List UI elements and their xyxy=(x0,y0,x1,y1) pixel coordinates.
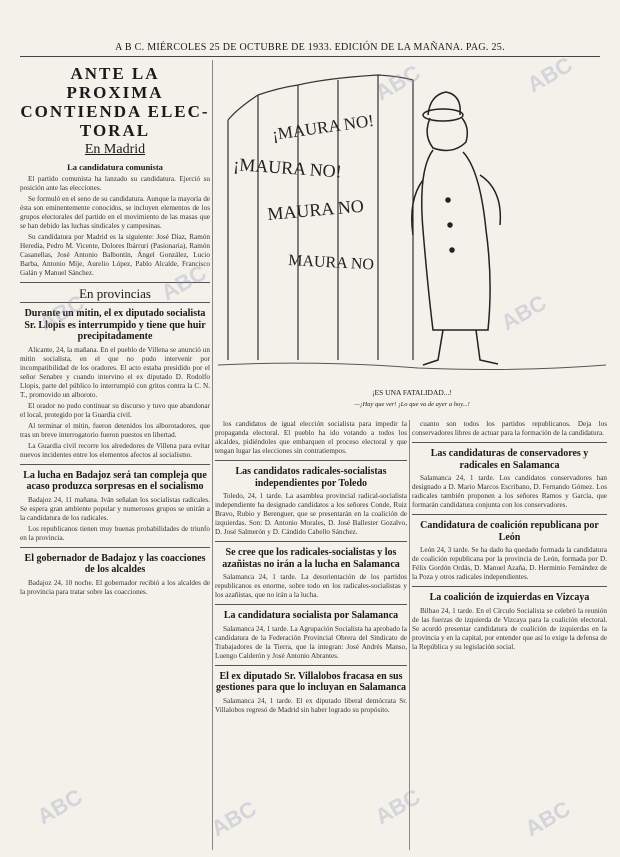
paragraph: La Guardia civil recorre los alrededores de Villena para evitar nuevos incidentes entre los elementos afectos al socialismo. xyxy=(20,441,210,459)
article-title: El ex diputado Sr. Villalobos fracasa en sus gestiones para que lo incluyan en Salamanca xyxy=(215,670,407,693)
main-headline-line: CONTIENDA ELEC- xyxy=(20,102,210,121)
article-body xyxy=(215,573,407,600)
article-title: La lucha en Badajoz será tan compleja que acaso produzca sorpresas en el socialismo xyxy=(23,469,207,492)
paragraph: El partido comunista ha lanzado su candidatura. Ejerció su posición ante las elecciones. xyxy=(20,175,210,192)
paragraph: Bilbao 24, 1 tarde. En el Círculo Socialista se celebró la reunión de las fuerzas de izquierda de Vizcaya para la coalición electoral. Se acordó presentar candidatura de coalición de izquierdas en la provincia y en la capital, por entender que así lo exige la defensa de la República y su legislación social. xyxy=(412,606,607,651)
watermark-stamp: ABC xyxy=(496,289,551,336)
article-title: La candidatura comunista xyxy=(67,162,163,172)
paragraph: Los republicanos tienen muy buenas probabilidades de triunfo en la provincia. xyxy=(20,524,210,542)
paragraph: Badajoz 24, 10 noche. El gobernador recibió a los alcaldes de la provincia para tratar sobre las coacciones. xyxy=(20,578,210,596)
column-rule xyxy=(212,60,213,850)
paragraph: Se formuló en el seno de su candidatura. Aunque la mayoría de ésta son eminentemente conocidos, se incluyen elementos de los grupos electorales del partido en el movimiento de las masas que se han debido las luchas sindicales y campesinas. xyxy=(20,195,210,230)
article-title: Las candidatos radicales-socialistas independientes por Toledo xyxy=(235,466,387,489)
paragraph: Salamanca 24, 1 tarde. La Agrupación Socialista ha aprobado la candidatura de la Federación Provincial Obrera del Sindicato de Trabajadores de la Tierra, que la integran: José Andrés Manso, Luengo Calderón y José Antonio Abrantes. xyxy=(215,624,407,660)
article-title: Candidatura de coalición republicana por León xyxy=(420,520,599,543)
paragraph: Su candidatura por Madrid es la siguiente: José Díaz, Ramón Heredia, Pedro M. Vicente, Dolores Ibárruri (Pasionaria), Ramón Casanellas, José Antonio Balbontín, Ángel González, Lucio Barba, Antonio Mije, Aurelio López, Pablo Alcalde, Francisco Galán y Manuel Sánchez. xyxy=(20,233,210,277)
watermark-stamp: ABC xyxy=(34,289,89,336)
paragraph: Badajoz 24, 11 mañana. Iván señalan los socialistas radicales. Se espera gran ambiente popular y numerosos grupos se unirán a la candidatura de los radicales. xyxy=(20,495,210,522)
paragraph: El orador no pudo continuar su discurso y tuvo que abandonar el local, protegido por la Guardia civil. xyxy=(20,401,210,419)
divider xyxy=(20,464,210,465)
article-body xyxy=(20,579,210,597)
paragraph: los candidatos de igual elección socialista para impedir la propaganda electoral. El pueblo ha ido votando a todos los alcaldes, pidiéndoles que embarquen el proceso electoral y que tengan lugar las elecciones sin contratiempos. xyxy=(215,420,407,455)
graffiti-text: ¡MAURA NO! xyxy=(232,154,343,182)
article-title: La coalición de izquierdas en Vizcaya xyxy=(429,592,590,603)
article-body xyxy=(215,420,407,456)
divider xyxy=(215,665,407,666)
paragraph: Toledo, 24, 1 tarde. La asamblea provincial radical-socialista independiente ha designado candidatos a los señores Conde, Ruiz Bravo, Rubio y Berenguer, que se presentarán en la coalición de izquierdas. Son: D. Antonio Morales, D. José Ballester Gozalvo, D. José Salmerón y D. Cándido Cabello Sánchez. xyxy=(215,492,407,536)
graffiti-text: ¡MAURA NO! xyxy=(270,110,376,144)
paragraph: Salamanca 24, 1 tarde. Los candidatos conservadores han designado a D. Mario Marcos Escribano, D. Fernando Gómez. Los radicales también proponen a los señores Ramos y García, que formarán candidatura conjunta con los conservadores. xyxy=(412,474,607,509)
watermark-stamp: ABC xyxy=(522,51,577,98)
section-title: En provincias xyxy=(79,286,151,301)
divider xyxy=(20,302,210,303)
article-title: El gobernador de Badajoz y las coacciones de los alcaldes xyxy=(24,552,206,575)
wall-graffiti xyxy=(233,111,375,274)
paragraph: Alicante, 24, la mañana. En el pueblo de Villena se anunció un mitin socialista, en el que no pudo intervenir por incompatibilidad de los oradores. El acto estaba presidido por el señor Senabre y cuando intervino el ex diputado D. Rodolfo Llopis, parte del público lo interrumpió con gritos contra la C. N. T., promovido un alboroto. xyxy=(20,345,210,399)
main-headline xyxy=(20,64,210,140)
article-body xyxy=(412,474,607,510)
article-body xyxy=(20,496,210,543)
divider xyxy=(20,547,210,548)
article-body xyxy=(412,607,607,652)
article-title: Las candidaturas de conservadores y radicales en Salamanca xyxy=(430,448,589,471)
paragraph: León 24, 3 tarde. Se ha dado ha quedado formada la candidatura de coalición republicana por la provincia de León, formada por D. Félix Gordón Ordás, D. Manuel Azaña, D. Herminio Fernández de la Poza y otros radicales independientes. xyxy=(412,546,607,581)
article-body xyxy=(215,625,407,661)
main-subheadline: En Madrid xyxy=(84,142,146,157)
article-title: La candidatura socialista por Salamanca xyxy=(223,610,399,621)
article-body xyxy=(412,546,607,582)
paragraph: Al terminar el mitin, fueron detenidos los alborotadores, que tras un breve interrogatorio fueron puestos en libertad. xyxy=(20,421,210,439)
divider xyxy=(412,442,607,443)
watermark-stamp: ABC xyxy=(370,59,425,106)
paragraph: Salamanca 24, 1 tarde. El ex diputado liberal demócrata Sr. Villalobos regresó de Madrid sin haber logrado su propósito. xyxy=(215,696,407,714)
graffiti-text: MAURA NO xyxy=(287,252,375,274)
paragraph: Salamanca 24, 1 tarde. La desorientación de los partidos republicanos es enorme, sobre todo en los radicales-socialistas y los azañistas, que no irán a la lucha. xyxy=(215,573,407,599)
article-title: Durante un mitin, el ex diputado socialista Sr. Llopis es interrumpido y tiene que huir precipitadamente xyxy=(24,308,206,342)
watermark-stamp: ABC xyxy=(370,783,425,830)
article-body xyxy=(215,697,407,715)
running-head: A B C. MIÉRCOLES 25 DE OCTUBRE DE 1933. EDICIÓN DE LA MAÑANA. PAG. 25. xyxy=(115,42,505,53)
graffiti-text: MAURA NO xyxy=(266,195,365,224)
main-headline-line: ANTE LA PROXIMA xyxy=(66,64,164,102)
watermark-stamp: ABC xyxy=(32,783,87,830)
main-headline-line: TORAL xyxy=(79,121,151,140)
article-body xyxy=(215,492,407,537)
figure-walking xyxy=(412,92,501,365)
article-body xyxy=(412,420,607,438)
divider xyxy=(215,541,407,542)
top-rule xyxy=(20,56,600,57)
article-body xyxy=(20,346,210,460)
article-title: Se cree que los radicales-socialistas y los azañistas no irán a la lucha en Salamanca xyxy=(222,547,400,570)
watermark-stamp: ABC xyxy=(206,795,261,842)
watermark-stamp: ABC xyxy=(520,795,575,842)
cartoon-subcaption: —¡Hay que ver! ¡Lo que va de ayer a hoy...! xyxy=(354,401,470,408)
divider xyxy=(412,514,607,515)
divider xyxy=(215,604,407,605)
column-3 xyxy=(412,420,607,850)
article-body xyxy=(20,175,210,278)
column-2 xyxy=(215,420,407,850)
cartoon-illustration xyxy=(218,60,606,408)
divider xyxy=(215,460,407,461)
column-1 xyxy=(20,60,210,850)
ground xyxy=(218,363,606,369)
paragraph: cuanto son todos los partidos republicanos. Deja los conservadores libres de actuar para la formación de la candidatura. xyxy=(412,420,607,437)
watermark-stamp: ABC xyxy=(156,259,211,306)
divider xyxy=(412,586,607,587)
cartoon-caption: ¡ES UNA FATALIDAD...! xyxy=(372,388,452,397)
